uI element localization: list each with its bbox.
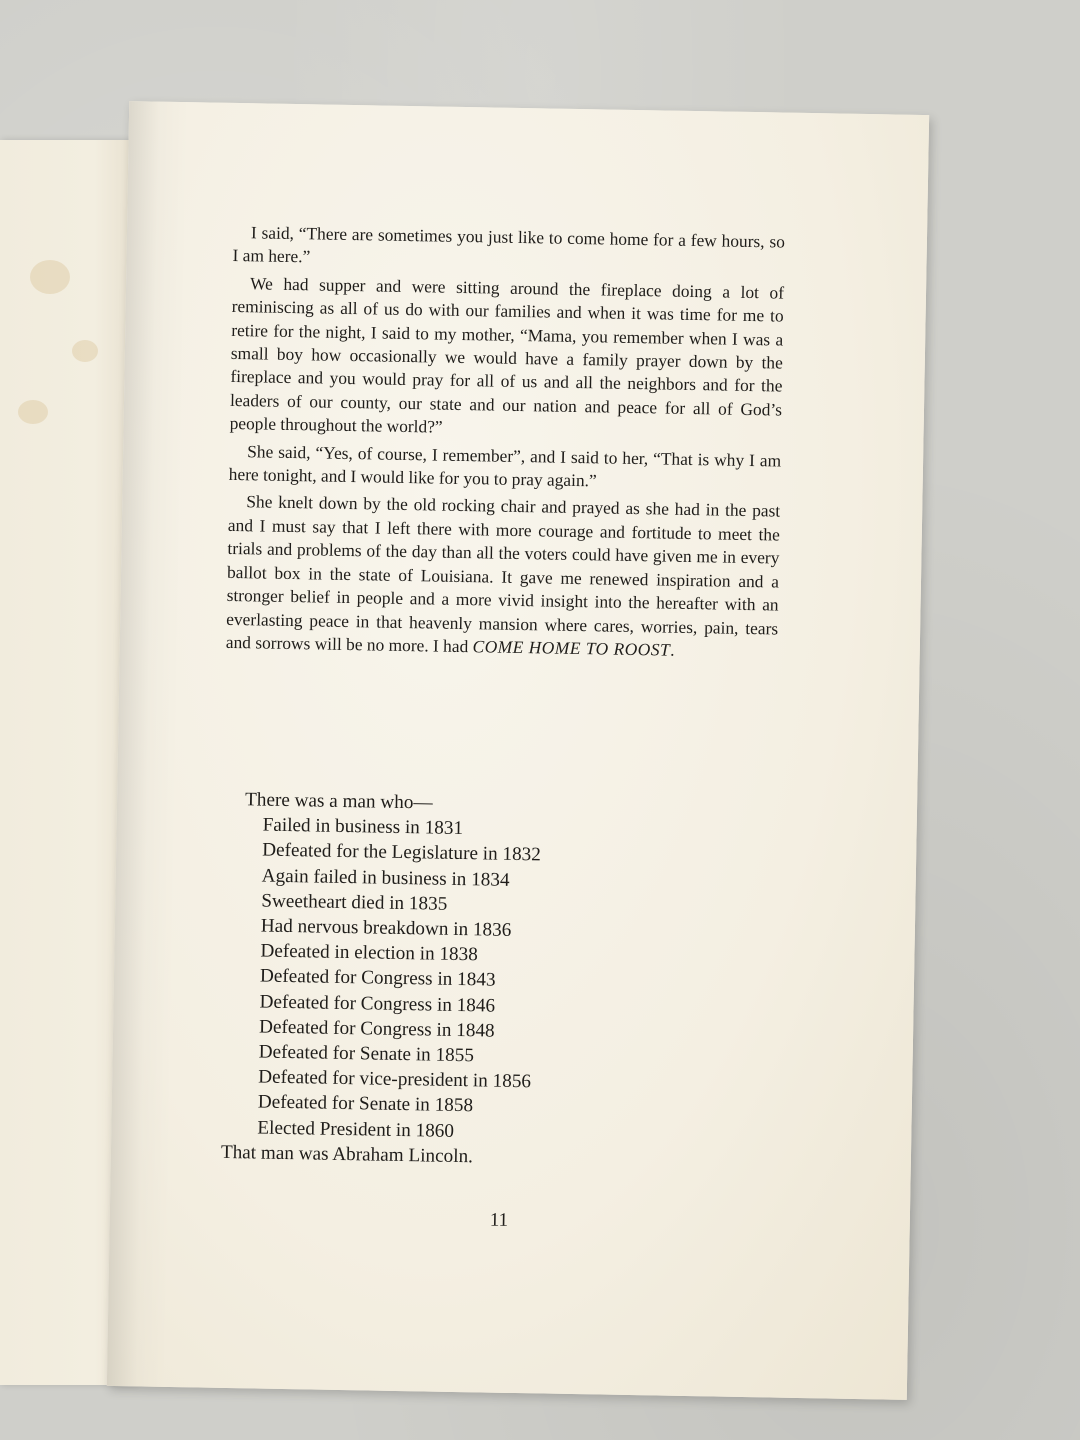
list-outro: That man was Abraham Lincoln.: [220, 1141, 474, 1168]
list-item: Had nervous breakdown in 1836: [260, 915, 512, 941]
right-page: [107, 101, 929, 1400]
page-number: 11: [489, 1209, 509, 1231]
list-intro: There was a man who—: [244, 789, 433, 814]
list-item: Defeated for the Legislature in 1832: [262, 839, 541, 866]
list-item: Failed in business in 1831: [262, 814, 464, 840]
list-item: Defeated for Senate in 1858: [257, 1091, 474, 1117]
paragraph-4: [226, 490, 781, 663]
list-item: Defeated for Senate in 1855: [258, 1041, 475, 1067]
stain: [18, 400, 48, 424]
lincoln-list: [220, 787, 542, 1170]
paragraph-2: We had supper and were sitting around the fireplace doing a lot of reminiscing as all of us do with our families and when it was time for me to retire for the night, I said to my mother, “Mama, you remember when I was a small boy how occasionally we would have a family prayer down by the fireplace and you would pray for all of us and all the neighbors and for the leaders of our county, our state and our nation and peace for all of God’s people throughout the world?”: [229, 273, 785, 437]
paragraph-4-end: .: [670, 639, 675, 660]
list-item: Sweetheart died in 1835: [261, 890, 448, 915]
list-item: Defeated for vice-president in 1856: [258, 1066, 532, 1093]
stain: [72, 340, 98, 362]
paragraph-1: I said, “There are sometimes you just like to come home for a few hours, so I am here.”: [232, 222, 786, 267]
emphasis-text: COME HOME TO ROOST: [472, 636, 671, 660]
list-item: Elected President in 1860: [257, 1117, 455, 1142]
list-item: Defeated in election in 1838: [260, 940, 478, 966]
stain: [30, 260, 70, 294]
body-text: [226, 221, 786, 668]
paragraph-4-text: She knelt down by the old rocking chair and prayed as she had in the past and I must say that I left there with more courage and fortitude to meet the trials and problems of the day than all the voters could have given me in every ballot box in the state of Louisiana. It gave me renewed inspiration and a stronger belief in people and a more vivid insight into the hereafter with an everlasting peace in that heavenly mansion where cares, worries, pain, tears and sorrows will be no more. I had: [225, 491, 781, 657]
list-item: Defeated for Congress in 1843: [259, 965, 496, 992]
paragraph-3: She said, “Yes, of course, I remember”, and I said to her, “That is why I am here tonight, and I would like for you to pray again.”: [228, 440, 782, 491]
list-item: Defeated for Congress in 1846: [259, 991, 496, 1017]
list-item: Defeated for Congress in 1848: [258, 1016, 495, 1042]
list-item: Again failed in business in 1834: [261, 865, 510, 891]
